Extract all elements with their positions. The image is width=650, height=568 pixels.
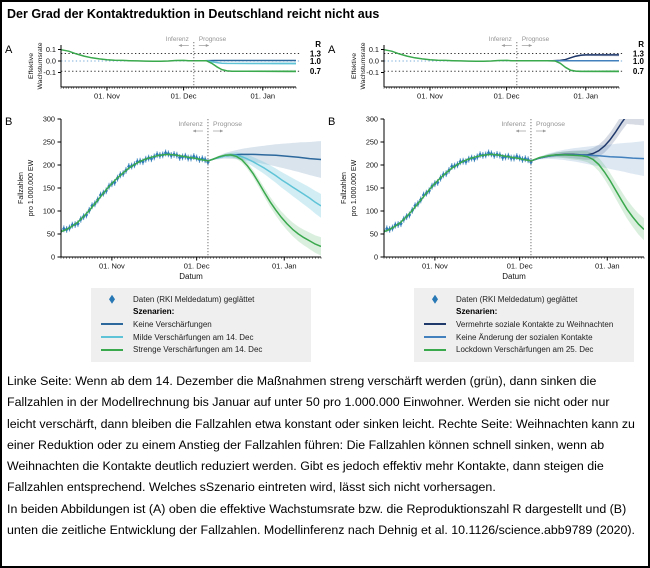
r-tick-label: 0.7 [309,67,321,77]
r-tick-label: 0.7 [632,67,644,77]
r-axis-title: R [638,39,644,49]
caption [2,363,648,541]
legend-row-scenarios-title [97,306,305,319]
r-tick-label: 1.3 [632,49,644,59]
page-title: Der Grad der Kontaktreduktion in Deutschland reicht nicht aus [7,7,380,21]
legend-row-scenarios-title [420,306,628,319]
y-tick-label: -0.1 [43,68,56,78]
panel-a-right [328,36,645,101]
x-tick-label: 01. Dec [170,91,197,101]
x-tick-label: 01. Nov [417,91,443,101]
arrow-left-head-icon [516,130,519,133]
legend-scenario-label: Lockdown Verschärfungen am 25. Dec [456,345,594,355]
y-tick-label: 0.1 [45,45,56,55]
line-swatch-icon [424,323,446,325]
y-tick-label: 200 [365,160,378,170]
series-inferenz-modell [61,50,194,62]
legend-left [91,288,311,362]
panel-b-left [5,115,321,281]
legend-row-scenario [420,331,628,344]
x-tick-label: 01. Nov [94,91,120,101]
prognose-annotation: Prognose [521,36,550,43]
legend-scenario-label: Keine Änderung der sozialen Kontakte [456,332,593,342]
legend-data-label: Daten (RKI Meldedatum) geglättet [456,294,578,304]
x-tick-label: 01. Jan [250,91,276,101]
r-tick-label: 1.0 [632,56,644,66]
y-tick-label: 150 [365,183,378,193]
series-inferenz-modell [384,50,517,62]
inferenz-annotation: Inferenz [165,36,189,43]
y-tick-label: 0.0 [45,56,56,66]
y-tick-label: 0 [50,252,55,262]
x-tick-label: 01. Jan [271,261,297,271]
y-tick-label: 250 [42,137,55,147]
y-axis-label: Wachstumsrate [37,42,44,90]
legend-right [414,288,634,362]
legend-scenarios-title: Szenarien: [456,307,498,317]
legend-scenario-label: Keine Verschärfungen [133,319,212,329]
panel-label: A [5,44,13,56]
x-tick-label: 01. Dec [506,261,533,271]
panel-b-right [328,105,644,281]
y-tick-label: 300 [365,114,378,124]
x-tick-label: 01. Jan [594,261,620,271]
y-tick-label: 0.0 [368,56,379,66]
arrow-left-head-icon [502,44,505,47]
y-tick-label: -0.1 [366,68,379,78]
y-tick-label: 150 [42,183,55,193]
figure-left [3,33,326,363]
r-tick-label: 1.3 [309,49,321,59]
figure-left-charts [3,33,326,283]
legend-row-scenario [97,318,305,331]
y-tick-label: 200 [42,160,55,170]
panel-label: A [328,44,336,56]
prognose-annotation: Prognose [535,121,566,128]
y-axis-label: pro 1.000.000 EW [28,159,35,217]
line-swatch-icon [424,336,446,338]
data-diamond-icon [432,295,438,304]
line-swatch-icon [101,349,123,351]
line-swatch-icon [101,323,123,325]
y-axis-label: Fallzahlen [341,172,348,204]
arrow-right-head-icon [529,44,532,47]
y-axis-label: Fallzahlen [18,172,25,204]
x-tick-label: 01. Nov [98,261,125,271]
arrow-right-head-icon [220,130,223,133]
y-tick-label: 0 [373,252,378,262]
arrow-left-head-icon [193,130,196,133]
x-tick-label: 01. Nov [421,261,448,271]
data-diamond-icon [109,295,115,304]
legend-row-scenario [97,331,305,344]
arrow-right-head-icon [206,44,209,47]
y-tick-label: 50 [369,229,378,239]
r-tick-label: 1.0 [309,56,321,66]
inferenz-annotation: Inferenz [178,121,203,128]
y-tick-label: 100 [365,206,378,216]
legend-row-scenario [97,343,305,356]
legend-scenarios-title: Szenarien: [133,307,175,317]
caption-paragraph-2: In beiden Abbildungen ist (A) oben die effektive Wachstumsrate bzw. die Reproduktionszahl R dargestellt und (B) unten die zeitliche Entwicklung der Fallzahlen. Modellinferenz nach Dehnig et al. 10.1126/science.abb9789 (2020). [7,501,635,538]
y-axis-label: Effektive [28,53,35,79]
r-axis-title: R [315,39,321,49]
legend-row-scenario [420,343,628,356]
y-tick-label: 300 [42,114,55,124]
line-swatch-icon [424,349,446,351]
arrow-left-head-icon [179,44,182,47]
inferenz-annotation: Inferenz [501,121,526,128]
arrow-right-head-icon [543,130,546,133]
prognose-annotation: Prognose [212,121,243,128]
figure-right [326,33,649,363]
y-axis-label: Effektive [351,53,358,79]
y-axis-label: pro 1.000.000 EW [351,159,358,217]
legend-scenario-label: Strenge Verschärfungen am 14. Dec [133,345,263,355]
legend-row-data [420,293,628,306]
y-tick-label: 100 [42,206,55,216]
legend-scenario-label: Vermehrte soziale Kontakte zu Weihnachten [456,319,614,329]
x-axis-label: Datum [502,272,526,281]
series-lockdown-versch-rfungen-am-25-dec [517,61,619,72]
y-axis-label: Wachstumsrate [360,42,367,90]
x-axis-label: Datum [179,272,203,281]
x-tick-label: 01. Dec [493,91,520,101]
legend-data-label: Daten (RKI Meldedatum) geglättet [133,294,255,304]
figures-row [2,33,648,363]
plot-area-left [59,141,321,256]
x-tick-label: 01. Dec [183,261,210,271]
y-tick-label: 50 [46,229,55,239]
panel-a-left [5,36,322,101]
line-swatch-icon [101,336,123,338]
legend-scenario-label: Milde Verschärfungen am 14. Dec [133,332,254,342]
legend-row-data [97,293,305,306]
inferenz-annotation: Inferenz [488,36,512,43]
panel-label: B [328,116,336,128]
legend-row-scenario [420,318,628,331]
x-tick-label: 01. Jan [573,91,599,101]
y-tick-label: 0.1 [368,45,379,55]
panel-label: B [5,116,13,128]
caption-paragraph-1: Linke Seite: Wenn ab dem 14. Dezember die Maßnahmen streng verschärft werden (grün), dann sinken die Fallzahlen in der Modellrechnung bis Januar auf unter 50 pro 1.000.000 Einwohner. Werden sie nicht oder nur leicht verschärft, dann bleiben die Fallzahlen etwa konstant oder sinken leicht. Rechte Seite: Weihnachten kann zu einer Reduktion oder zu einem Anstieg der Fallzahlen führen: Die Fallzahlen können schnell sinken, wenn ab Weihnachten die Kontakte deutlich reduziert werden. Gibt es jedoch effektiv mehr Kontakte, dann steigen die Fallzahlen entsprechend. Welches sSzenario eintreten wird, lässt sich nicht vorhersagen. [7,374,635,495]
prognose-annotation: Prognose [198,36,227,43]
figure-right-charts [326,33,649,283]
y-tick-label: 250 [365,137,378,147]
